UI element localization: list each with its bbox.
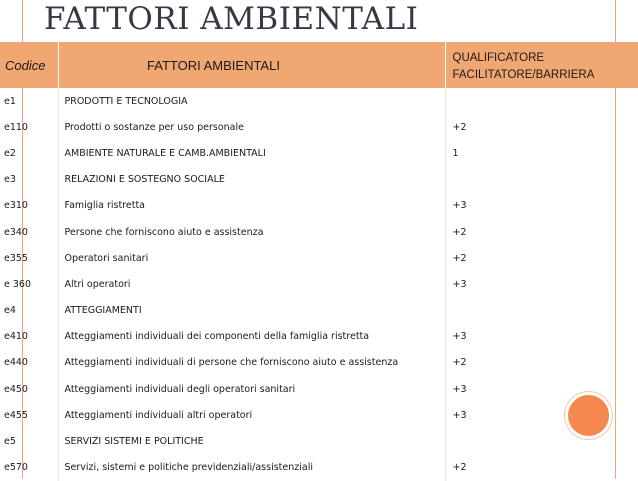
row-description: Atteggiamenti individuali altri operatori (58, 402, 445, 428)
row-description: Persone che forniscono aiuto e assistenza (58, 219, 445, 245)
table-row (0, 376, 638, 402)
row-code: e340 (0, 219, 58, 245)
row-description: Servizi, sistemi e politiche previdenziali/assistenziali (58, 455, 445, 481)
table-row (0, 114, 638, 140)
row-code: e450 (0, 376, 58, 402)
table-row (0, 245, 638, 271)
table-row (0, 167, 638, 193)
row-description: PRODOTTI E TECNOLOGIA (58, 88, 445, 114)
row-qualifier: +3 (452, 200, 467, 212)
row-code: e570 (0, 455, 58, 481)
row-code: e440 (0, 350, 58, 376)
table-row (0, 193, 638, 219)
row-description: RELAZIONI E SOSTEGNO SOCIALE (58, 167, 445, 193)
row-description: Operatori sanitari (58, 245, 445, 271)
table-row (0, 350, 638, 376)
header-qualifier-line2: FACILITATORE/BARRIERA (452, 69, 595, 81)
slide-title: FATTORI AMBIENTALI (44, 1, 419, 37)
header-qualifier-line1: QUALIFICATORE (452, 52, 545, 64)
row-code: e4 (0, 298, 58, 324)
row-qualifier: +2 (452, 252, 467, 264)
row-qualifier (445, 88, 638, 114)
row-code: e5 (0, 428, 58, 454)
table-row (0, 455, 638, 481)
row-description: Atteggiamenti individuali degli operatori sanitari (58, 376, 445, 402)
row-qualifier: 1 (452, 147, 459, 159)
row-description: Famiglia ristretta (58, 193, 445, 219)
table-row (0, 271, 638, 297)
table-row (0, 402, 638, 428)
environmental-factors-table (0, 42, 638, 481)
row-code: e355 (0, 245, 58, 271)
header-code: Codice (0, 42, 58, 88)
row-code: e110 (0, 114, 58, 140)
row-description: ATTEGGIAMENTI (58, 298, 445, 324)
row-qualifier (445, 167, 638, 193)
table-row (0, 428, 638, 454)
table-row (0, 88, 638, 114)
header-factors: FATTORI AMBIENTALI (58, 42, 445, 88)
row-qualifier: +3 (452, 331, 467, 343)
table-row (0, 219, 638, 245)
table-row (0, 324, 638, 350)
row-qualifier: +2 (452, 226, 467, 238)
row-qualifier: +2 (452, 121, 467, 133)
row-qualifier: +2 (452, 357, 467, 369)
row-code: e410 (0, 324, 58, 350)
row-qualifier (445, 298, 638, 324)
row-code: e2 (0, 140, 58, 166)
row-code: e3 (0, 167, 58, 193)
row-code: e1 (0, 88, 58, 114)
row-qualifier: +3 (452, 409, 467, 421)
row-description: Prodotti o sostanze per uso personale (58, 114, 445, 140)
row-code: e310 (0, 193, 58, 219)
row-description: AMBIENTE NATURALE E CAMB.AMBIENTALI (58, 140, 445, 166)
row-description: SERVIZI SISTEMI E POLITICHE (58, 428, 445, 454)
row-qualifier (445, 428, 638, 454)
row-code: e455 (0, 402, 58, 428)
row-description: Atteggiamenti individuali dei componenti della famiglia ristretta (58, 324, 445, 350)
row-qualifier: +2 (452, 462, 467, 474)
row-description: Atteggiamenti individuali di persone che forniscono aiuto e assistenza (58, 350, 445, 376)
decorative-orange-circle (568, 395, 609, 436)
row-qualifier: +3 (452, 383, 467, 395)
header-qualifier (445, 42, 638, 88)
table-header-row (0, 42, 638, 88)
table-row (0, 298, 638, 324)
row-qualifier: +3 (452, 278, 467, 290)
row-code: e 360 (0, 271, 58, 297)
row-description: Altri operatori (58, 271, 445, 297)
table-row (0, 140, 638, 166)
